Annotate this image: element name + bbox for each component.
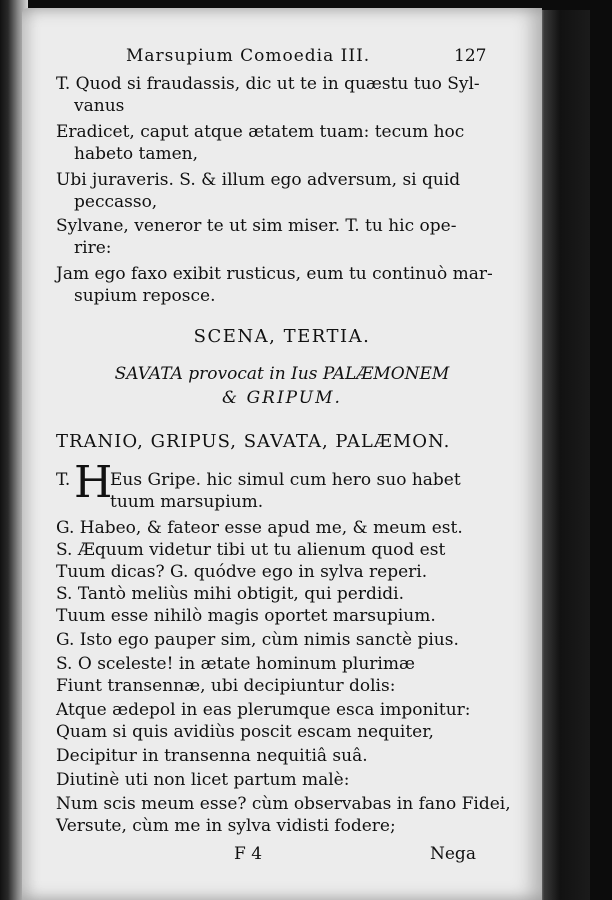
verse-line: S. O sceleste! in ætate hominum plurimæ (56, 654, 415, 674)
verse-line: habeto tamen, (74, 144, 198, 164)
speaker-label: T. (56, 470, 71, 490)
verse-line: Sylvane, veneror te ut sim miser. T. tu hic ope- (56, 216, 457, 236)
verse-line: supium reposce. (74, 286, 216, 306)
verse-line: rire: (74, 238, 112, 258)
scene-title: SCENA, TERTIA. (193, 326, 371, 347)
verse-line: Tuum esse nihilò magis oportet marsupium. (56, 606, 436, 626)
scene-subtitle-continued: & GRIPUM. (222, 388, 342, 408)
book-page (22, 8, 542, 900)
verse-line: Fiunt transennæ, ubi decipiuntur dolis: (56, 676, 396, 696)
verse-line: Diutinè uti non licet partum malè: (56, 770, 350, 790)
verse-line: Atque ædepol in eas plerumque esca imponitur: (56, 700, 471, 720)
verse-line: T. Quod si fraudassis, dic ut te in quæstu tuo Syl- (56, 74, 480, 94)
scene-subtitle: SAVATA provocat in Ius PALÆMONEM (114, 364, 450, 384)
verse-line: peccasso, (74, 192, 158, 212)
verse-line: tuum marsupium. (110, 492, 264, 512)
verse-line: Tuum dicas? G. quódve ego in sylva reperi. (56, 562, 428, 582)
verse-line: Jam ego faxo exibit rusticus, eum tu continuò mar- (56, 264, 493, 284)
speaker-list: TRANIO, GRIPUS, SAVATA, PALÆMON. (56, 431, 451, 452)
verse-line: G. Isto ego pauper sim, cùm nimis sanctè pius. (56, 630, 459, 650)
verse-line: S. Æquum videtur tibi ut tu alienum quod est (56, 540, 446, 560)
verse-line: Eradicet, caput atque ætatem tuam: tecum hoc (56, 122, 465, 142)
verse-line: Num scis meum esse? cùm observabas in fano Fidei, (56, 794, 511, 814)
running-head: Marsupium Comoedia III. (126, 46, 371, 66)
page-number: 127 (454, 46, 487, 66)
catchword: Nega (430, 844, 476, 864)
verse-line: Eus Gripe. hic simul cum hero suo habet (110, 470, 461, 490)
verse-line: S. Tantò meliùs mihi obtigit, qui perdidi. (56, 584, 405, 604)
signature-mark: F 4 (234, 844, 263, 864)
verse-line: G. Habeo, & fateor esse apud me, & meum est. (56, 518, 463, 538)
verse-line: Decipitur in transenna nequitiâ suâ. (56, 746, 368, 766)
verse-line: Versute, cùm me in sylva vidisti fodere; (56, 816, 396, 836)
verse-line: vanus (74, 96, 125, 116)
verse-line: Quam si quis avidiùs poscit escam nequiter, (56, 722, 434, 742)
verse-line: Ubi juraveris. S. & illum ego adversum, si quid (56, 170, 461, 190)
drop-cap: H (74, 457, 113, 508)
